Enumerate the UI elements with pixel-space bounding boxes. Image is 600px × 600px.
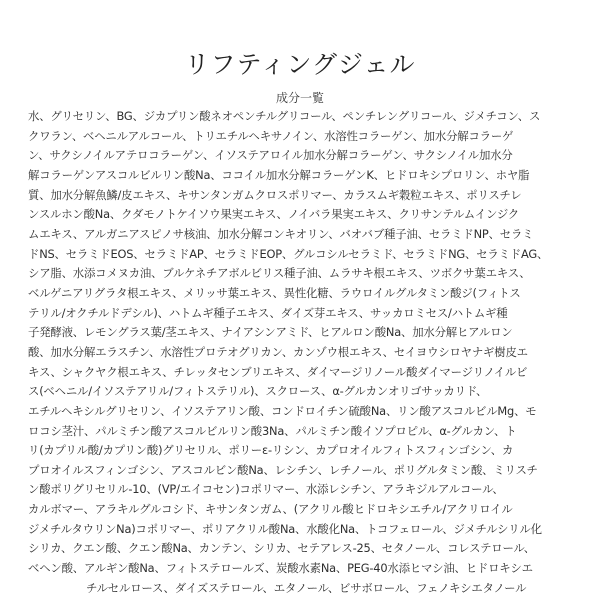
product-title: リフティングジェル	[184, 49, 416, 79]
ingredients-list	[28, 107, 578, 598]
ingredients-line: チルセルロース、ダイズステロール、エタノール、ビサボロール、フェノキシエタノール	[86, 580, 527, 595]
ingredients-line: ン酸ポリグリセリル-10、(VP/エイコセン)コポリマー、水添レシチン、アラキジルアルコール、	[28, 482, 504, 497]
ingredients-line: リ(カプリル酸/カプリン酸)グリセリル、ポリーε-リシン、カプロオイルフィトスフィンゴシン、カ	[28, 443, 514, 458]
ingredients-line: カルボマー、アラキルグルコシド、キサンタンガム、(アクリル酸ヒドロキシエチル/アクリロイル	[28, 502, 513, 517]
ingredients-line: ロコシ茎汁、パルミチン酸アスコルビルリン酸3Na、パルミチン酸イソプロピル、α-グルカン、ト	[28, 423, 517, 438]
ingredients-line: ス(ベヘニル/イソステアリル/フィトステリル)、スクロース、α-グルカンオリゴサッカリド、	[28, 384, 488, 399]
ingredients-line: ドNS、セラミドEOS、セラミドAP、セラミドEOP、グルコシルセラミド、セラミドNG、セラミドAG、	[28, 246, 549, 261]
ingredients-line: プロオイルスフィンゴシン、アスコルビン酸Na、レシチン、レチノール、ポリグルタミン酸、ミリスチ	[28, 462, 538, 477]
ingredients-line: ベルゲニアリグラタ根エキス、メリッサ葉エキス、異性化糖、ラウロイルグルタミン酸ジ(フィトス	[28, 285, 521, 300]
ingredients-line: クワラン、ベヘニルアルコール、トリエチルヘキサノイン、水溶性コラーゲン、加水分解コラーゲ	[28, 128, 514, 143]
ingredients-line: 水、グリセリン、BG、ジカプリン酸ネオペンチルグリコール、ペンチレングリコール、ジメチコン、ス	[28, 109, 541, 123]
ingredients-line: 子発酵液、レモングラス葉/茎エキス、ナイアシンアミド、ヒアルロン酸Na、加水分解ヒアルロン	[28, 325, 513, 340]
ingredients-line: ジメチルタウリンNa)コポリマー、ポリアクリル酸Na、水酸化Na、トコフェロール、ジメチルシリル化	[28, 521, 542, 536]
ingredients-line: ン、サクシノイルアテロコラーゲン、イソステアロイル加水分解コラーゲン、サクシノイル加水分	[28, 148, 513, 163]
ingredients-line: エチルヘキシルグリセリン、イソステアリン酸、コンドロイチン硫酸Na、リン酸アスコルビルMg、モ	[28, 403, 537, 418]
ingredients-heading: 成分一覧	[275, 91, 324, 105]
ingredients-line: 解コラーゲンアスコルビルリン酸Na、ココイル加水分解コラーゲンK、ヒドロキシプロリン、ホヤ脂	[28, 167, 530, 182]
ingredients-line: ンスルホン酸Na、クダモノトケイソウ果実エキス、ノイバラ果実エキス、クリサンテルムインジク	[28, 207, 519, 222]
ingredients-line: 酸、加水分解エラスチン、水溶性プロテオグリカン、カンゾウ根エキス、セイヨウシロヤナギ樹皮エ	[28, 344, 528, 359]
ingredients-line: シリカ、クエン酸、クエン酸Na、カンテン、シリカ、セテアレス-25、セタノール、コレステロール、	[28, 541, 535, 556]
ingredients-line: シア脂、水添コメヌカ油、ブルケネチアボルビリス種子油、ムラサキ根エキス、ツボクサ葉エキス、	[28, 266, 531, 281]
ingredients-line: ムエキス、アルガニアスピノサ核油、加水分解コンキオリン、バオバブ種子油、セラミドNP、セラミ	[28, 226, 534, 241]
ingredients-line: ベヘン酸、アルギン酸Na、フィトステロールズ、炭酸水素Na、PEG-40水添ヒマシ油、ヒドロキシエ	[28, 561, 533, 576]
ingredients-line: キス、シャクヤク根エキス、チレッタセンブリエキス、ダイマージリノール酸ダイマージリノイルビ	[28, 364, 528, 379]
ingredients-line: 質、加水分解魚鱗/皮エキス、キサンタンガムクロスポリマー、カラスムギ穀粒エキス、ポリスチレ	[28, 187, 522, 202]
ingredients-line: テリル/オクチルドデシル)、ハトムギ種子エキス、ダイズ芽エキス、サッカロミセス/ハトムギ種	[28, 305, 508, 320]
